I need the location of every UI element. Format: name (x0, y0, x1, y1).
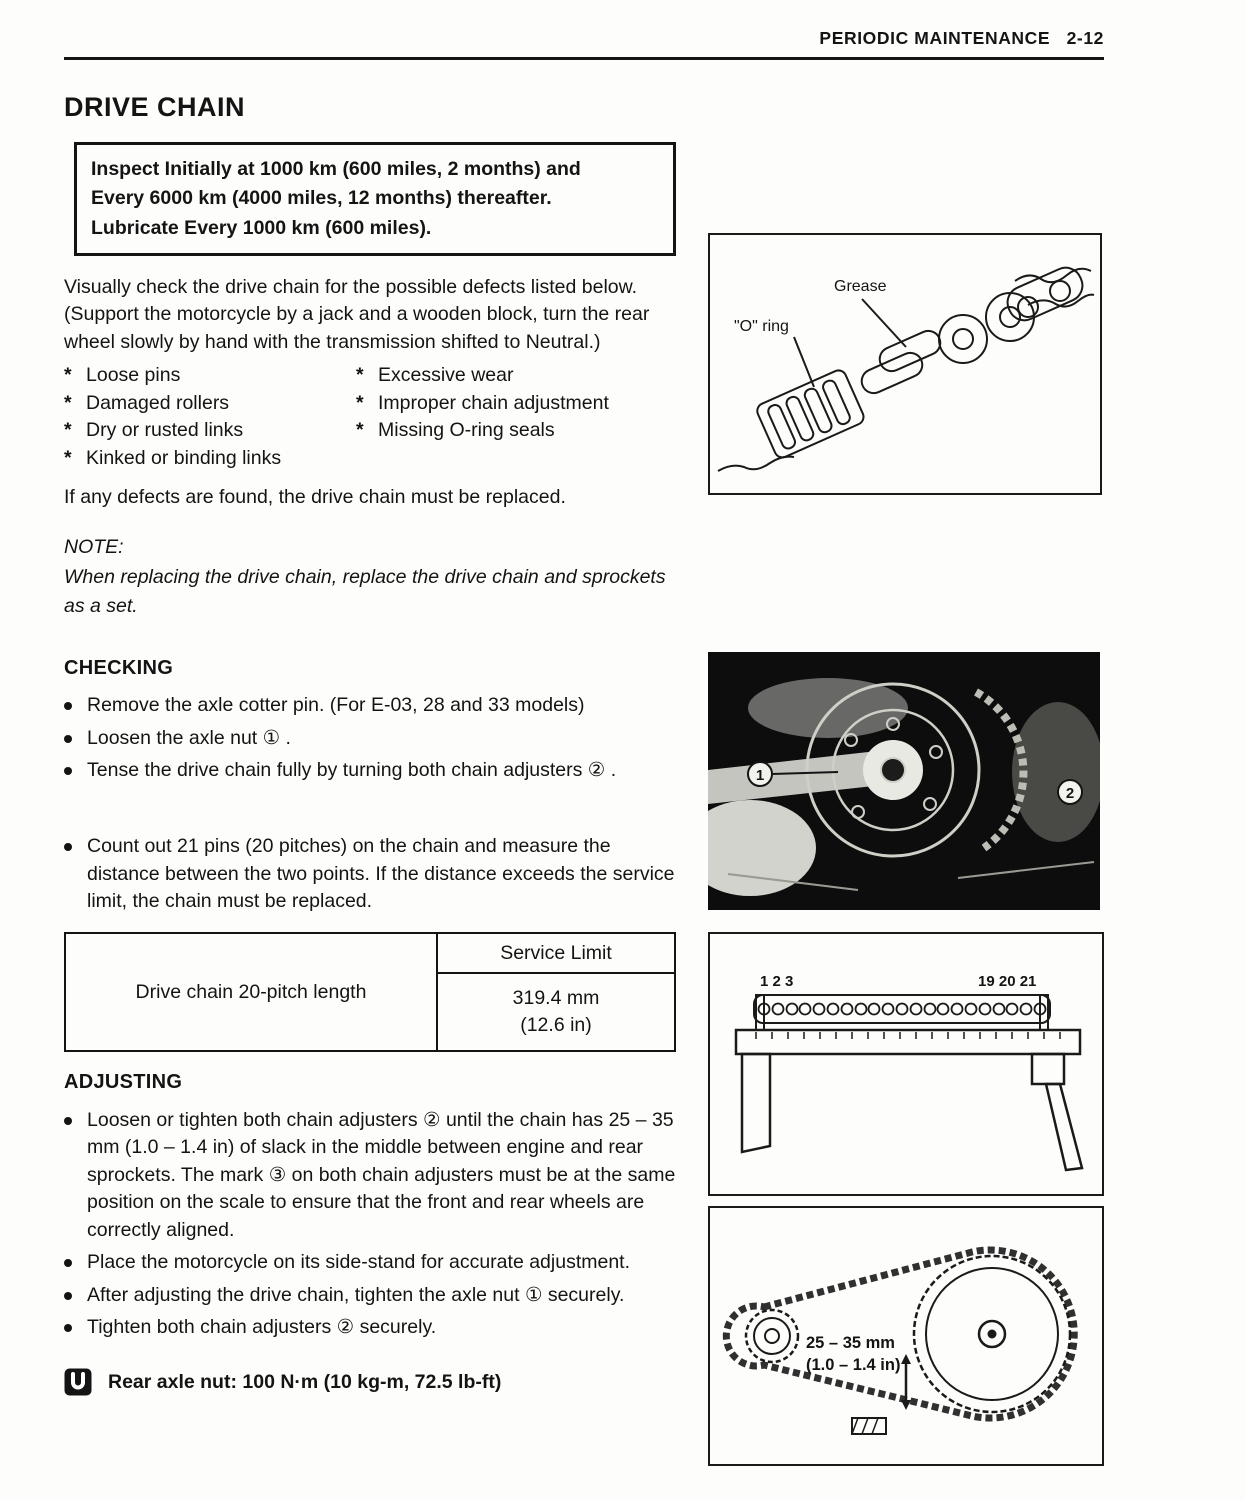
interval-line-3: Lubricate Every 1000 km (600 miles). (91, 216, 432, 239)
list-item (64, 833, 680, 915)
defect-list-left (64, 362, 356, 472)
list-item-text: Loosen or tighten both chain adjusters ② until the chain has 25 – 35 mm (1.0 – 1.4 in) of slack in the middle between engine and rear sprockets. The mark ③ on both chain adjusters must be at the same position on the scale to ensure that the front and rear wheels are correctly aligned. (87, 1108, 676, 1241)
defect-item (64, 445, 356, 472)
bullet-dot (64, 1324, 72, 1332)
intro-paragraph: Visually check the drive chain for the possible defects listed below. (Support the motorcycle by a jack and a wooden block, turn the rear wheel slowly by hand with the transmission shifted to Neutral.) (64, 275, 650, 353)
bullet-dot (64, 1259, 72, 1267)
bullet-dot (64, 1117, 72, 1125)
list-item-text: Remove the axle cotter pin. (For E-03, 28 and 33 models) (87, 694, 585, 717)
pin-numbers-left: 1 2 3 (760, 973, 794, 990)
defect-label: Loose pins (86, 364, 181, 387)
list-item (64, 1249, 680, 1276)
slack-value-line-1: 25 – 35 mm (806, 1334, 895, 1352)
pin-numbers-right: 19 20 21 (978, 973, 1037, 990)
list-item (64, 1282, 680, 1309)
list-item-text: Place the motorcycle on its side-stand for accurate adjustment. (87, 1251, 631, 1274)
interval-line-1: Inspect Initially at 1000 km (600 miles, 2 months) and (91, 158, 581, 181)
bullet-dot (64, 1292, 72, 1300)
list-item-text: Count out 21 pins (20 pitches) on the chain and measure the distance between the two points. If the distance exceeds the service limit, the chain must be replaced. (87, 835, 675, 913)
torque-spec (64, 1368, 680, 1396)
list-item (64, 757, 680, 784)
defect-item (356, 390, 680, 417)
torque-wrench-icon (64, 1368, 92, 1396)
bullet-dot (64, 735, 72, 743)
replace-note: If any defects are found, the drive chain must be replaced. (64, 486, 566, 509)
table-column-header: Service Limit (437, 933, 675, 973)
list-item-text: After adjusting the drive chain, tighten the axle nut ① securely. (87, 1283, 625, 1306)
figure-chain-measurement (708, 932, 1104, 1196)
adjusting-heading: ADJUSTING (64, 1071, 183, 1094)
defect-item (64, 417, 356, 444)
asterisk-bullet: * (64, 364, 72, 387)
asterisk-bullet: * (64, 446, 72, 469)
defect-label: Excessive wear (378, 364, 514, 387)
table-value-cell (437, 973, 675, 1051)
bullet-dot (64, 767, 72, 775)
torque-value: Rear axle nut: 100 N·m (10 kg-m, 72.5 lb-ft) (108, 1370, 502, 1393)
defect-label: Damaged rollers (86, 391, 230, 414)
defect-label: Dry or rusted links (86, 419, 244, 442)
defect-label: Kinked or binding links (86, 446, 282, 469)
maintenance-interval-box (74, 142, 676, 256)
list-item (64, 725, 680, 752)
defect-list-right (356, 362, 680, 472)
list-item-text: Tighten both chain adjusters ② securely. (87, 1316, 437, 1339)
list-item (64, 1107, 680, 1244)
note-label: NOTE: (64, 535, 124, 558)
table-value-line-1: 319.4 mm (512, 986, 600, 1009)
list-item (64, 692, 680, 719)
defect-item (356, 417, 680, 444)
asterisk-bullet: * (356, 419, 364, 442)
callout-2-number: 2 (1065, 785, 1075, 802)
oring-label: "O" ring (734, 318, 789, 335)
callout-1-number: 1 (755, 767, 765, 784)
note-text: When replacing the drive chain, replace the drive chain and sprockets as a set. (64, 566, 666, 618)
grease-label: Grease (834, 278, 887, 295)
defect-item (356, 362, 680, 389)
slack-value-line-2: (1.0 – 1.4 in) (806, 1356, 901, 1374)
defect-item (64, 390, 356, 417)
section-title: DRIVE CHAIN (64, 92, 246, 122)
adjusting-list (64, 1104, 680, 1344)
asterisk-bullet: * (356, 391, 364, 414)
defect-list (64, 362, 680, 472)
page-header: PERIODIC MAINTENANCE 2-12 (819, 28, 1104, 48)
list-item-text: Loosen the axle nut ① . (87, 726, 291, 749)
table-value-line-2: (12.6 in) (520, 1014, 592, 1037)
asterisk-bullet: * (64, 419, 72, 442)
text-column (64, 88, 680, 1396)
interval-line-2: Every 6000 km (4000 miles, 12 months) thereafter. (91, 187, 552, 210)
defect-label: Missing O-ring seals (378, 419, 555, 442)
bullet-dot (64, 702, 72, 710)
checking-list (64, 690, 680, 918)
defect-label: Improper chain adjustment (378, 391, 609, 414)
figure-rear-axle-photo (708, 652, 1100, 910)
header-rule (64, 57, 1104, 60)
list-item (64, 1314, 680, 1341)
checking-heading: CHECKING (64, 656, 174, 679)
bullet-dot (64, 843, 72, 851)
asterisk-bullet: * (356, 364, 364, 387)
service-limit-table (64, 932, 676, 1052)
asterisk-bullet: * (64, 391, 72, 414)
figure-oring-chain (708, 233, 1102, 495)
figure-chain-slack (708, 1206, 1104, 1466)
list-item-text: Tense the drive chain fully by turning both chain adjusters ② . (87, 759, 617, 782)
table-row-label: Drive chain 20-pitch length (65, 933, 437, 1051)
defect-item (64, 362, 356, 389)
